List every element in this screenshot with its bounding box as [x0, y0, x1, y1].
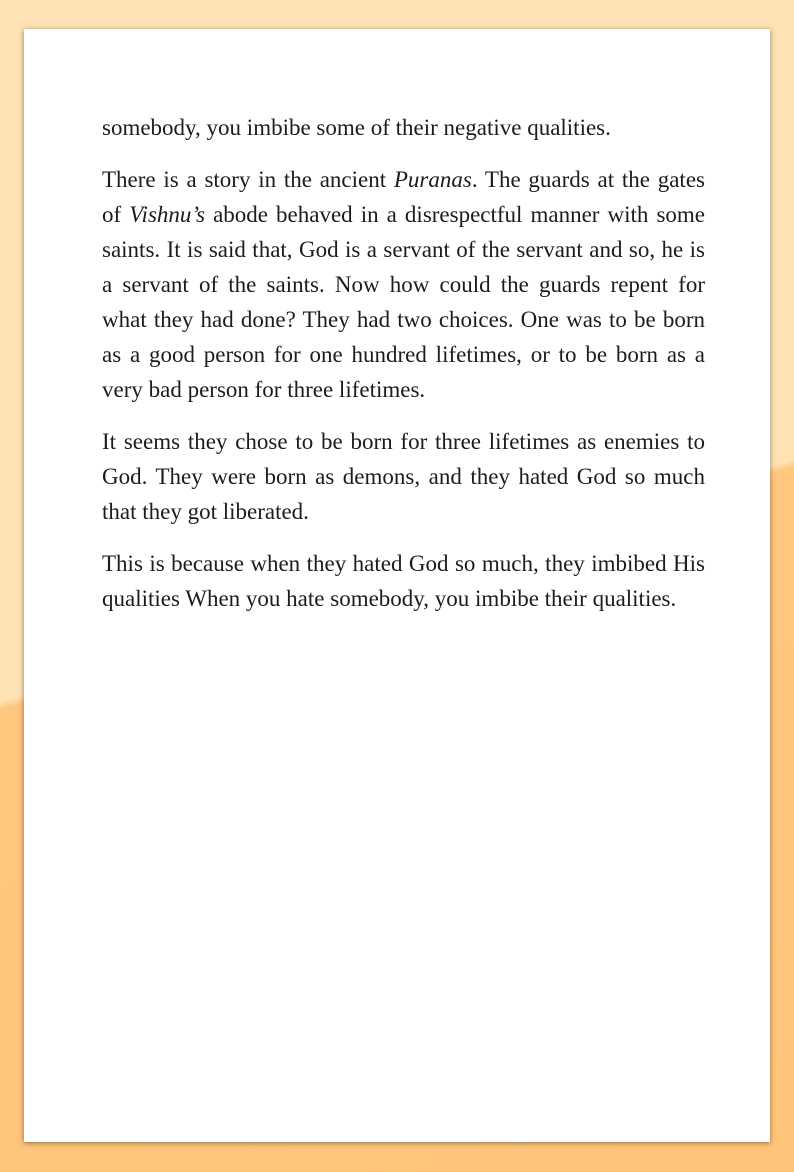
paragraph-3: [102, 424, 705, 529]
paragraph-2-text-c: abode behaved in a disrespectful manner with some saints. It is said that, God is a servant of the servant and so, he is a servant of the saints. Now how could the guards repent for what they had done? They had two choices. One was to be born as a good person for one hundred lifetimes, or to be born as a very bad person for three lifetimes.: [102, 202, 705, 402]
paragraph-2: [102, 162, 705, 407]
paragraph-4: [102, 546, 705, 616]
book-page: [24, 29, 770, 1142]
paragraph-1-text: somebody, you imbibe some of their negative qualities.: [102, 115, 611, 140]
paragraph-3-text: It seems they chose to be born for three lifetimes as enemies to God. They were born as demons, and they hated God so much that they got liberated.: [102, 429, 705, 524]
vishnus-italic: Vishnu’s: [129, 202, 206, 227]
paragraph-2-text-b: . The guards at the gates of: [102, 167, 705, 227]
paragraph-4-text: This is because when they hated God so much, they imbibed His qualities When you hate somebody, you imbibe their qualities.: [102, 551, 705, 611]
puranas-italic: Puranas: [393, 167, 472, 192]
paragraph-2-text-a: There is a story in the ancient: [102, 167, 394, 192]
paragraph-1: [102, 110, 705, 145]
